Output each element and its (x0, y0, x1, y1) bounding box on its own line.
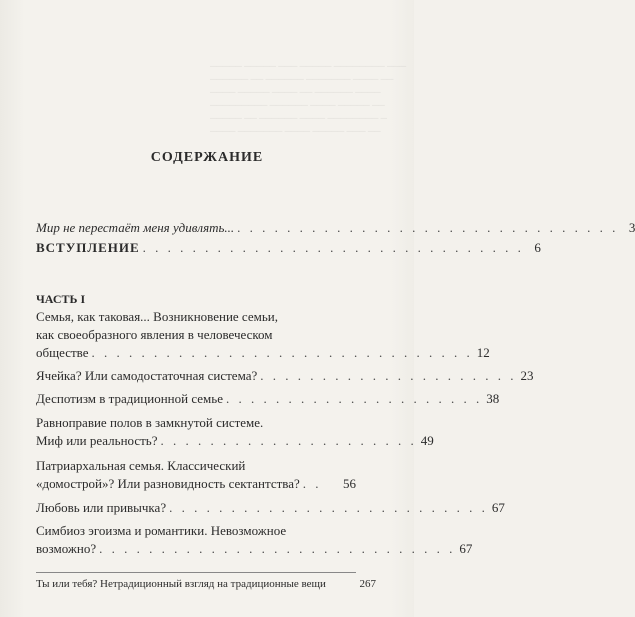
page-number: 267 (359, 578, 376, 590)
toc-page-number: 3 (628, 220, 635, 235)
toc-entry (36, 457, 356, 493)
toc-page-number: 67 (491, 500, 505, 515)
toc-entry-line: Равноправие полов в замкнутой системе. (36, 415, 264, 430)
toc-entry-title: Мир не перестаёт меня удивлять... (36, 220, 235, 235)
toc-entry (36, 220, 635, 236)
dot-leader: . . . . . . . . . . . . . . . . . . . . . . . . . . . . . . . (142, 240, 524, 255)
toc-entry (36, 308, 490, 362)
dot-leader: . . . . . . . . . . . . . . . . . . . . . . . . . . . . . (99, 541, 456, 556)
toc-entry (36, 391, 500, 407)
running-title: Ты или тебя? Нетрадиционный взгляд на традиционные вещи (36, 578, 326, 590)
toc-entry-line: Патриархальная семья. Классический (36, 458, 246, 473)
toc-entry (36, 522, 473, 558)
toc-entry-title: Любовь или привычка? (36, 500, 167, 515)
footer-divider (36, 572, 356, 573)
dot-leader: . . . . . . . . . . . . . . . . . . . . . . . . . . . . . . . (237, 220, 619, 235)
toc-page-number: 23 (520, 368, 534, 383)
toc-entry (36, 368, 534, 384)
page-title: СОДЕРЖАНИЕ (150, 150, 264, 165)
toc-entry-line: Миф или реальность? (36, 433, 158, 448)
toc-entry-line: Семья, как таковая... Возникновение семьи, (36, 309, 278, 324)
front-matter-intro (36, 240, 541, 256)
toc-entry-line: обществе (36, 345, 89, 360)
toc-page-number: 12 (476, 345, 490, 360)
running-footer (36, 578, 376, 590)
toc-entry-line: «домострой»? Или разновидность сектантства? (36, 476, 300, 491)
dot-leader: . . (302, 476, 322, 491)
front-matter (36, 220, 635, 236)
toc-page-number: 67 (459, 541, 473, 556)
toc-entry-title: Ячейка? Или самодостаточная система? (36, 368, 258, 383)
dot-leader: . . . . . . . . . . . . . . . . . . . . . (225, 391, 483, 406)
toc-page-number: 56 (343, 476, 356, 491)
dot-leader: . . . . . . . . . . . . . . . . . . . . . (260, 368, 517, 383)
toc-entry-title: ВСТУПЛЕНИЕ (36, 240, 140, 255)
toc-page-number: 6 (534, 240, 541, 255)
toc-entry-line: возможно? (36, 541, 97, 556)
toc-page-number: 49 (420, 433, 434, 448)
toc-entry-line: Симбиоз эгоизма и романтики. Невозможное (36, 523, 287, 538)
toc-page-number: 38 (486, 391, 500, 406)
part-heading: ЧАСТЬ I (36, 292, 86, 306)
toc-entry (36, 414, 434, 450)
toc-entry-title: Деспотизм в традиционной семье (36, 391, 223, 406)
dot-leader: . . . . . . . . . . . . . . . . . . . . . . . . . . . . . . . (91, 345, 473, 360)
toc-entry (36, 500, 505, 516)
toc-entry-line: как своеобразного явления в человеческом (36, 327, 273, 342)
dot-leader: . . . . . . . . . . . . . . . . . . . . . (160, 433, 417, 448)
bleed-through-text: ───── ───── ─── ───── ──────── ─── ────── ── ────── ─────── ──── ── ──── ───── ──── ── ────── ──── ───────── ────── ──── ───── ── ───── ── ────── ──── ──────── ─ ──── ─────── ──── ───── ─── ── (210, 61, 407, 136)
part-heading-wrap (36, 292, 356, 307)
dot-leader: . . . . . . . . . . . . . . . . . . . . . . . . . . (169, 500, 488, 515)
toc-entry (36, 240, 541, 256)
